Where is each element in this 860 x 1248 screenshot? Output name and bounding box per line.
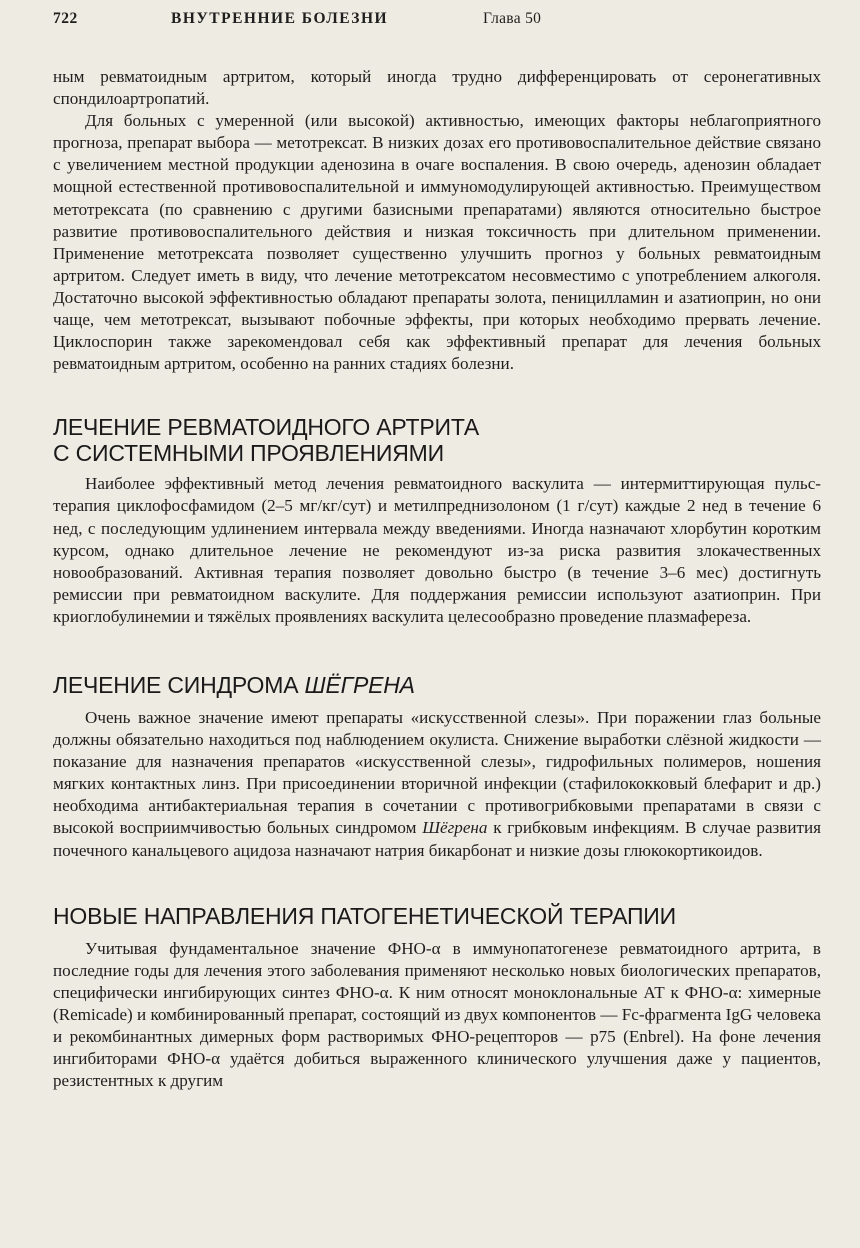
section-heading-sjogren bbox=[53, 672, 821, 698]
section-heading-systemic-line2: С СИСТЕМНЫМИ ПРОЯВЛЕНИЯМИ bbox=[53, 440, 444, 467]
intro-paragraph-2: Для больных с умеренной (или высокой) активностью, имеющих факторы неблагоприятного прогноза, препарат выбора — метотрексат. В низких дозах его противовоспалительное действие связано с увеличением местной продукции аденозина в очаге воспаления. В свою очередь, аденозин обладает мощной естественной противовоспалительной и иммуномодулирующей активностью. Преимуществом метотрексата (по сравнению с другими базисными препаратами) являются относительно быстрое развитие противовоспалительного действия и низкая токсичность при длительном применении. Применение метотрексата позволяет существенно улучшить прогноз у больных ревматоидным артритом. Следует иметь в виду, что лечение метотрексатом несовместимо с употреблением алкоголя. Достаточно высокой эффективностью обладают препараты золота, пеницилламин и азатиоприн, но они чаще, чем метотрексат, вызывают побочные эффекты, при которых необходимо прервать лечение. Циклоспорин также зарекомендовал себя как эффективный препарат для лечения больных ревматоидным артритом, особенно на ранних стадиях болезни. bbox=[53, 111, 821, 374]
sjogren-heading-prefix: ЛЕЧЕНИЕ СИНДРОМА bbox=[53, 671, 305, 698]
section-heading-new-directions: НОВЫЕ НАПРАВЛЕНИЯ ПАТОГЕНЕТИЧЕСКОЙ ТЕРАПИИ bbox=[53, 902, 676, 929]
book-page bbox=[53, 10, 821, 1092]
section-heading-systemic bbox=[53, 414, 821, 466]
intro-paragraph-1: ным ревматоидным артритом, который иногда трудно дифференцировать от серонегативных спондилоартропатий. bbox=[53, 67, 821, 109]
section-heading-systemic-line1: ЛЕЧЕНИЕ РЕВМАТОИДНОГО АРТРИТА bbox=[53, 414, 480, 441]
sjogren-paragraph bbox=[53, 707, 821, 862]
sjogren-name-italic: Шёгрена bbox=[422, 818, 488, 838]
sjogren-text-after: к грибковым инфекциям. В случае развития почечного канальцевого ацидоза назначают натрия бикарбонат и низкие дозы глюкокортикоидов. bbox=[53, 818, 821, 860]
chapter-label: Глава 50 bbox=[483, 10, 542, 27]
page-number: 722 bbox=[53, 10, 78, 27]
systemic-paragraph: Наиболее эффективный метод лечения ревматоидного васкулита — интермиттирующая пульс-терапия циклофосфамидом (2–5 мг/кг/сут) и метилпреднизолоном (1 г/сут) каждые 2 нед в течение 6 нед, с последующим удлинением интервала между введениями. Иногда назначают хлорбутин коротким курсом, однако длительное лечение не рекомендуют из-за риска развития злокачественных новообразований. Активная терапия позволяет довольно быстро (в течение 3–6 мес) достигнуть ремиссии при ревматоидном васкулите. Для поддержания ремиссии используют азатиоприн. При криоглобулинемии и тяжёлых проявлениях васкулита целесообразно проведение плазмафереза. bbox=[53, 474, 821, 626]
running-header bbox=[53, 10, 821, 36]
intro-text bbox=[53, 66, 821, 375]
sjogren-text-before: Очень важное значение имеют препараты «искусственной слезы». При поражении глаз больные должны обязательно находиться под наблюдением окулиста. Снижение выработки слёзной жидкости — показание для назначения препаратов «искусственной слезы», гидрофильных полимеров, ношения мягких контактных линз. При присоединении вторичной инфекции (стафилококковый блефарит и др.) необходима антибактериальная терапия в сочетании с противогрибковыми препаратами в связи с высокой восприимчивостью больных синдромом bbox=[53, 707, 821, 838]
sjogren-heading-name: ШЁГРЕНА bbox=[304, 671, 415, 698]
book-title: ВНУТРЕННИЕ БОЛЕЗНИ bbox=[171, 10, 389, 27]
new-directions-paragraph: Учитывая фундаментальное значение ФНО-α в иммунопатогенезе ревматоидного артрита, в последние годы для лечения этого заболевания применяют несколько новых биологических препаратов, специфически ингибирующих синтез ФНО-α. К ним относят моноклональные АТ к ФНО-α: химерные (Remicade) и комбинированный препарат, состоящий из двух компонентов — Fc-фрагмента IgG человека и рекомбинантных димерных форм растворимых ФНО-рецепторов — p75 (Enbrel). На фоне лечения ингибиторами ФНО-α удаётся добиться выраженного клинического улучшения даже у пациентов, резистентных к другим bbox=[53, 938, 821, 1091]
